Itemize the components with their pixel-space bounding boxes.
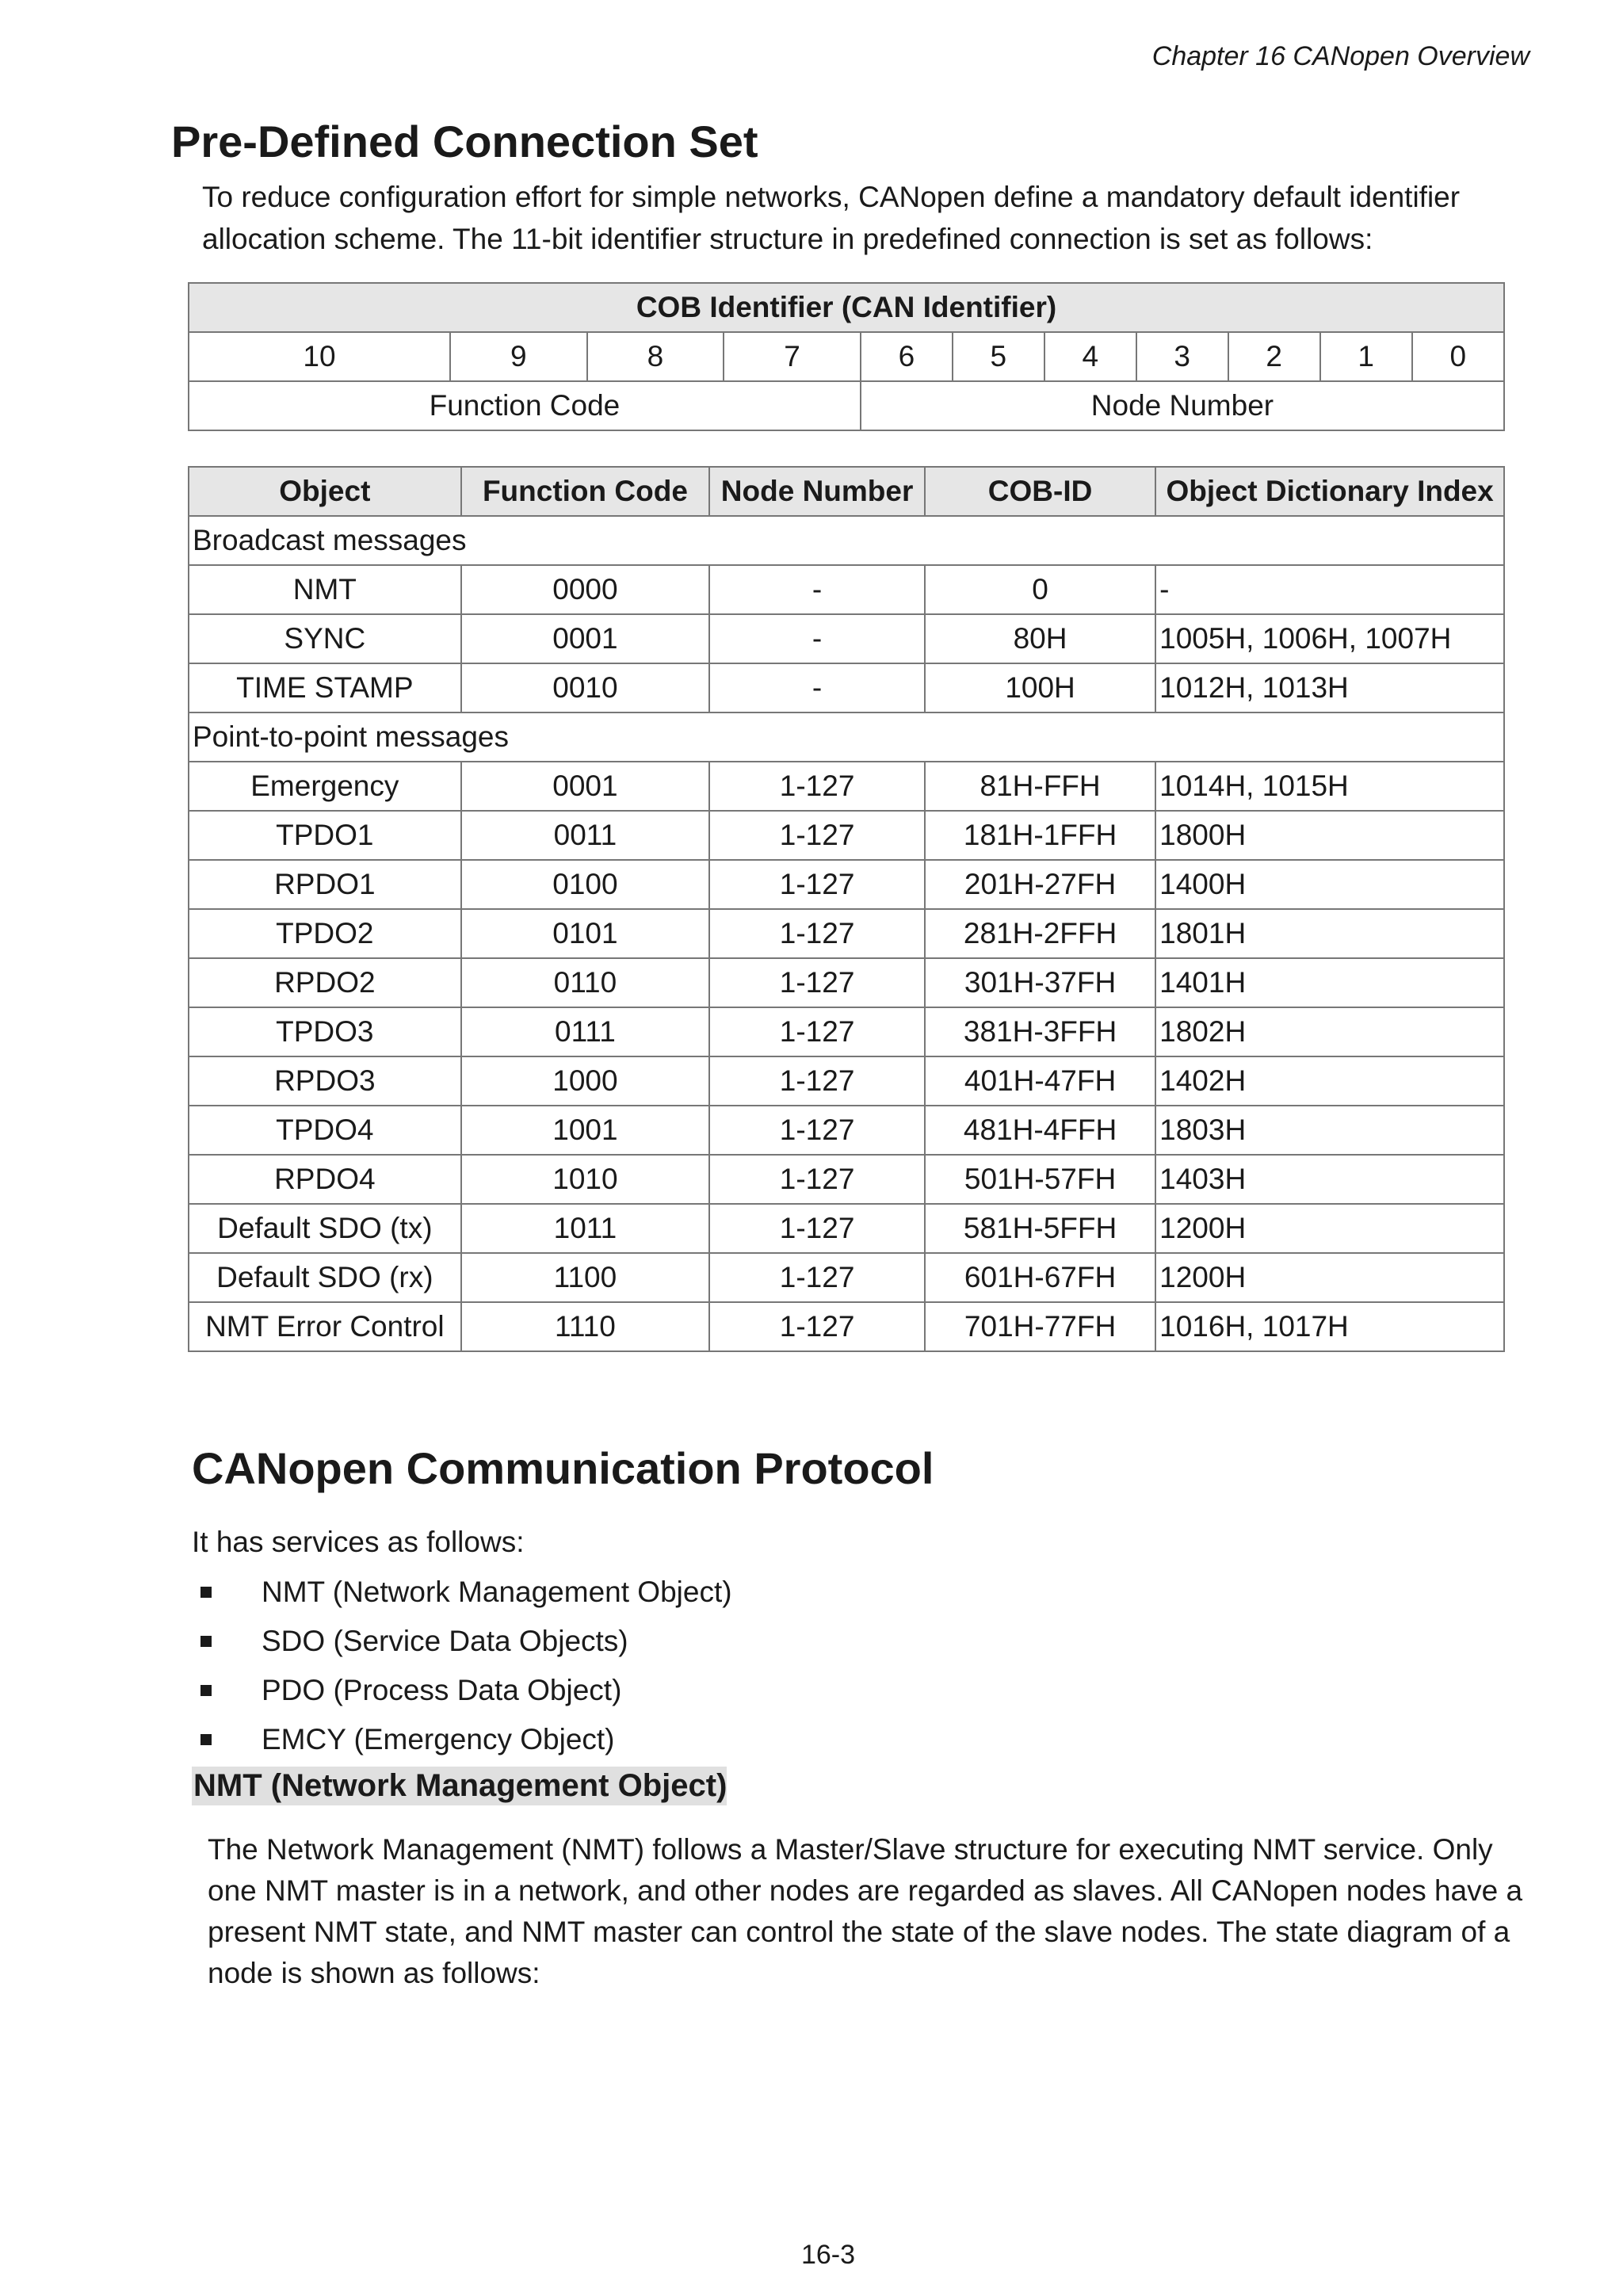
table-row: [189, 663, 1504, 712]
service-label: PDO (Process Data Object): [262, 1674, 622, 1706]
header-od-index: Object Dictionary Index: [1155, 467, 1504, 516]
node-number-cell: 1-127: [709, 1155, 925, 1204]
function-code-cell: 0001: [461, 762, 710, 811]
bit-cell: 10: [189, 332, 450, 381]
object-cell: Default SDO (tx): [189, 1204, 461, 1253]
square-bullet-icon: [200, 1734, 212, 1745]
od-index-cell: 1803H: [1155, 1106, 1504, 1155]
table-row: [189, 1106, 1504, 1155]
cob-id-cell: 601H-67FH: [925, 1253, 1155, 1302]
node-number-cell: 1-127: [709, 1204, 925, 1253]
table-row: [189, 909, 1504, 958]
cob-id-cell: 701H-77FH: [925, 1302, 1155, 1351]
function-code-cell: 0010: [461, 663, 710, 712]
bit-cell: 6: [861, 332, 953, 381]
bit-cell: 5: [953, 332, 1044, 381]
function-code-cell: 0100: [461, 860, 710, 909]
bit-cell: 4: [1044, 332, 1136, 381]
od-index-cell: 1012H, 1013H: [1155, 663, 1504, 712]
square-bullet-icon: [200, 1587, 212, 1598]
object-cell: SYNC: [189, 614, 461, 663]
cob-table-title: COB Identifier (CAN Identifier): [189, 283, 1504, 332]
od-index-cell: -: [1155, 565, 1504, 614]
node-number-cell: -: [709, 565, 925, 614]
list-item: [192, 1715, 732, 1764]
page-number: 16-3: [800, 2240, 856, 2270]
service-label: NMT (Network Management Object): [262, 1576, 732, 1608]
od-index-cell: 1801H: [1155, 909, 1504, 958]
object-cell: RPDO3: [189, 1056, 461, 1106]
section-title-protocol: CANopen Communication Protocol: [192, 1443, 934, 1493]
bit-cell: 9: [450, 332, 587, 381]
function-code-cell: 0101: [461, 909, 710, 958]
cob-id-cell: 501H-57FH: [925, 1155, 1155, 1204]
node-number-cell: -: [709, 614, 925, 663]
section-title-predefined: Pre-Defined Connection Set: [171, 117, 758, 166]
function-code-cell: 1000: [461, 1056, 710, 1106]
od-index-cell: 1200H: [1155, 1253, 1504, 1302]
node-number-span: Node Number: [861, 381, 1504, 430]
cob-id-cell: 581H-5FFH: [925, 1204, 1155, 1253]
table-row: [189, 1056, 1504, 1106]
object-table: [188, 466, 1505, 1352]
bit-cell: 2: [1228, 332, 1320, 381]
node-number-cell: -: [709, 663, 925, 712]
header-node-number: Node Number: [709, 467, 925, 516]
function-code-cell: 1001: [461, 1106, 710, 1155]
table-row: [189, 860, 1504, 909]
node-number-cell: 1-127: [709, 860, 925, 909]
bit-cell: 7: [724, 332, 861, 381]
bit-cell: 3: [1136, 332, 1228, 381]
table-row: [189, 958, 1504, 1007]
node-number-cell: 1-127: [709, 909, 925, 958]
od-index-cell: 1402H: [1155, 1056, 1504, 1106]
services-intro: It has services as follows:: [192, 1526, 525, 1558]
object-cell: TPDO3: [189, 1007, 461, 1056]
node-number-cell: 1-127: [709, 958, 925, 1007]
bit-cell: 0: [1412, 332, 1504, 381]
table-row: [189, 614, 1504, 663]
bit-row: [189, 332, 1504, 381]
object-cell: TPDO4: [189, 1106, 461, 1155]
group-row: [189, 516, 1504, 565]
cob-id-cell: 181H-1FFH: [925, 811, 1155, 860]
service-label: SDO (Service Data Objects): [262, 1625, 628, 1657]
group-row: [189, 712, 1504, 762]
table-row: [189, 1007, 1504, 1056]
function-code-cell: 0011: [461, 811, 710, 860]
function-code-cell: 1100: [461, 1253, 710, 1302]
object-cell: Default SDO (rx): [189, 1253, 461, 1302]
cob-id-cell: 81H-FFH: [925, 762, 1155, 811]
object-cell: NMT Error Control: [189, 1302, 461, 1351]
object-cell: TPDO1: [189, 811, 461, 860]
bit-cell: 8: [587, 332, 724, 381]
cob-id-cell: 201H-27FH: [925, 860, 1155, 909]
object-cell: NMT: [189, 565, 461, 614]
node-number-cell: 1-127: [709, 1106, 925, 1155]
object-cell: Emergency: [189, 762, 461, 811]
header-cob-id: COB-ID: [925, 467, 1155, 516]
table-row: [189, 1253, 1504, 1302]
node-number-cell: 1-127: [709, 762, 925, 811]
od-index-cell: 1800H: [1155, 811, 1504, 860]
group-label: Broadcast messages: [189, 516, 1504, 565]
section-title-nmt: NMT (Network Management Object): [192, 1767, 727, 1805]
header-object: Object: [189, 467, 461, 516]
od-index-cell: 1016H, 1017H: [1155, 1302, 1504, 1351]
object-cell: RPDO4: [189, 1155, 461, 1204]
table-row: [189, 762, 1504, 811]
cob-id-cell: 100H: [925, 663, 1155, 712]
list-item: [192, 1666, 732, 1715]
cob-id-cell: 481H-4FFH: [925, 1106, 1155, 1155]
function-code-span: Function Code: [189, 381, 861, 430]
services-list: [192, 1568, 732, 1764]
square-bullet-icon: [200, 1636, 212, 1647]
table-row: [189, 565, 1504, 614]
od-index-cell: 1802H: [1155, 1007, 1504, 1056]
square-bullet-icon: [200, 1685, 212, 1696]
cob-id-cell: 281H-2FFH: [925, 909, 1155, 958]
node-number-cell: 1-127: [709, 1253, 925, 1302]
table-row: [189, 1204, 1504, 1253]
object-cell: TPDO2: [189, 909, 461, 958]
object-table-header: [189, 467, 1504, 516]
od-index-cell: 1200H: [1155, 1204, 1504, 1253]
function-code-cell: 0110: [461, 958, 710, 1007]
od-index-cell: 1401H: [1155, 958, 1504, 1007]
function-code-cell: 0000: [461, 565, 710, 614]
object-cell: RPDO2: [189, 958, 461, 1007]
header-function-code: Function Code: [461, 467, 710, 516]
function-code-cell: 1011: [461, 1204, 710, 1253]
node-number-cell: 1-127: [709, 1302, 925, 1351]
table-row: [189, 811, 1504, 860]
cob-id-cell: 80H: [925, 614, 1155, 663]
function-code-cell: 1110: [461, 1302, 710, 1351]
node-number-cell: 1-127: [709, 811, 925, 860]
table-row: [189, 1302, 1504, 1351]
od-index-cell: 1400H: [1155, 860, 1504, 909]
cob-id-cell: 0: [925, 565, 1155, 614]
function-code-cell: 0001: [461, 614, 710, 663]
function-code-cell: 0111: [461, 1007, 710, 1056]
chapter-header: Chapter 16 CANopen Overview: [1151, 41, 1529, 71]
node-number-cell: 1-127: [709, 1007, 925, 1056]
node-number-cell: 1-127: [709, 1056, 925, 1106]
function-code-cell: 1010: [461, 1155, 710, 1204]
list-item: [192, 1568, 732, 1617]
object-cell: TIME STAMP: [189, 663, 461, 712]
service-label: EMCY (Emergency Object): [262, 1723, 615, 1755]
od-index-cell: 1014H, 1015H: [1155, 762, 1504, 811]
group-label: Point-to-point messages: [189, 712, 1504, 762]
cob-id-cell: 301H-37FH: [925, 958, 1155, 1007]
bit-cell: 1: [1320, 332, 1412, 381]
table-row: [189, 1155, 1504, 1204]
list-item: [192, 1617, 732, 1666]
cob-id-cell: 401H-47FH: [925, 1056, 1155, 1106]
intro-paragraph: To reduce configuration effort for simple networks, CANopen define a mandatory default identifier allocation scheme. The 11-bit identifier structure in predefined connection is set as follows:: [202, 181, 1461, 255]
cob-id-cell: 381H-3FFH: [925, 1007, 1155, 1056]
cob-identifier-table: [188, 282, 1505, 431]
od-index-cell: 1403H: [1155, 1155, 1504, 1204]
nmt-paragraph: The Network Management (NMT) follows a Master/Slave structure for executing NMT service. Only one NMT master is in a network, and other nodes are regarded as slaves. All CANopen nodes have a present NMT state, and NMT master can control the state of the slave nodes. The state diagram of a node is shown as follows:: [208, 1833, 1523, 1989]
object-cell: RPDO1: [189, 860, 461, 909]
od-index-cell: 1005H, 1006H, 1007H: [1155, 614, 1504, 663]
